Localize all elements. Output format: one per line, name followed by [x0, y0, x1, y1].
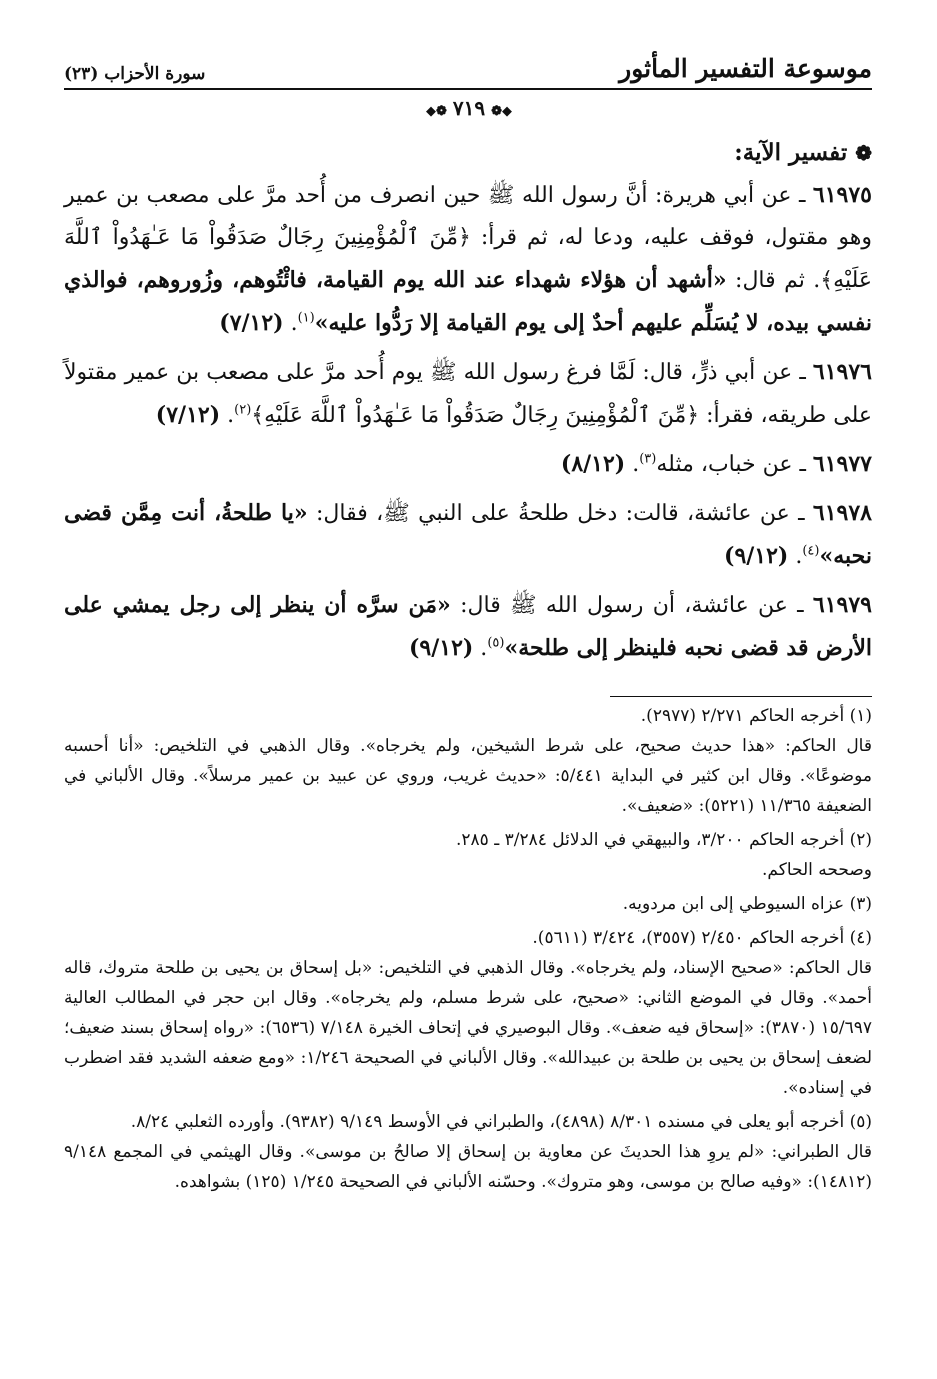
footnote-line: قال الطبراني: «لم يروِ هذا الحديثَ عن معاوية بن إسحاق إلا صالحُ بن موسى». وقال الهيثمي في المجمع ٩/١٤٨ (١٤٨١٢): «وفيه صالح بن موسى، وهو متروك». وحسّنه الألباني في الصحيحة ١/٢٤٥ (١٢٥) بشواهده.	[64, 1142, 872, 1192]
ornament-left-icon: ◆❁	[425, 104, 447, 119]
hadith-entry	[64, 492, 872, 578]
footnote-ref: (١)	[297, 310, 315, 326]
footnote-ref: (٤)	[802, 543, 820, 559]
star-ornament-icon: ❁	[855, 141, 872, 165]
entry-number: ٦١٩٧٦	[812, 359, 872, 385]
footnotes-list	[64, 701, 872, 1197]
footnote-line: (٣) عزاه السيوطي إلى ابن مردويه.	[622, 894, 872, 914]
entry-number: ٦١٩٧٨	[812, 500, 872, 526]
footnote-line: (١) أخرجه الحاكم ٢/٢٧١ (٢٩٧٧).	[640, 706, 872, 726]
footnote-line: وصححه الحاكم.	[762, 860, 872, 880]
page-number-box	[408, 96, 530, 120]
entry-text: .	[788, 544, 803, 569]
footnote-line: (٥) أخرجه أبو يعلى في مسنده ٨/٣٠١ (٤٨٩٨)، والطبراني في الأوسط ٩/١٤٩ (٩٣٨٢). وأورده الثعلبي ٨/٢٤.	[130, 1112, 872, 1132]
quoted-text: (٩/١٢)	[408, 635, 474, 661]
entry-number: ٦١٩٧٩	[812, 592, 872, 618]
entry-text: ـ عن عائشة، أن رسول الله ﷺ قال:	[450, 593, 813, 618]
page	[64, 40, 872, 1197]
quoted-text: «يا طلحةُ، أنت مِمَّن قضى نحبه»	[64, 500, 872, 569]
quoted-text: (٨/١٢)	[560, 451, 626, 477]
hadith-entry	[64, 584, 872, 670]
page-header	[64, 40, 872, 120]
footnote	[64, 889, 872, 919]
header-rule	[64, 88, 872, 90]
entry-text: .	[220, 403, 235, 428]
footnote	[64, 923, 872, 1103]
entry-text: .	[625, 452, 640, 477]
quoted-text: «مَن سرَّه أن ينظر إلى رجل يمشي على الأرض قد قضى نحبه فلينظر إلى طلحة»	[64, 592, 872, 661]
footnote	[64, 825, 872, 885]
surah-title: سورة الأحزاب (٢٣)	[64, 64, 206, 84]
page-number: ٧١٩	[452, 96, 486, 120]
quoted-text: (٧/١٢)	[155, 402, 221, 428]
ornament-right-icon: ❁◆	[491, 104, 512, 119]
entry-text: .	[473, 636, 488, 661]
footnote-line: قال الحاكم: «صحيح الإسناد، ولم يخرجاه». وقال الذهبي في التلخيص: «بل إسحاق بن يحيى بن طلحة متروك، قاله أحمد». وقال في الموضع الثاني: «صحيح، على شرط مسلم، ولم يخرجاه». وقال ابن حجر في المطالب العالية ١٥/٦٩٧ (٣٨٧٠): «إسحاق فيه ضعف». وقال البوصيري في إتحاف الخيرة ٧/١٤٨ (٦٥٣٦): «رواه إسحاق بسند ضعيف؛ لضعف إسحاق بن يحيى بن طلحة بن عبيدالله». وقال الألباني في الصحيحة ١/٢٤٦: «ومع ضعفه الشديد فقد اضطرب في إسناده».	[64, 958, 872, 1098]
hadith-entry	[64, 351, 872, 437]
quoted-text: (٧/١٢)	[219, 310, 284, 336]
entry-text: ـ عن عائشة، قالت: دخل طلحةُ على النبي ﷺ، فقال:	[307, 501, 813, 526]
footnote	[64, 701, 872, 821]
quoted-text: «أشهد أن هؤلاء شهداء عند الله يوم القيامة، فائْتُوهم، وزُوروهم، فوالذي نفسي بيده، لا يُسَلِّم عليهم أحدٌ إلى يوم القيامة إلا رَدُّوا عليه»	[64, 267, 872, 336]
quran-verse: ﴿مِّنَ ٱلْمُؤْمِنِينَ رِجَالٌ صَدَقُواْ مَا عَـٰهَدُواْ ٱللَّهَ عَلَيْهِ﴾	[251, 403, 700, 428]
entry-text: .	[283, 311, 298, 336]
entry-number: ٦١٩٧٧	[812, 451, 872, 477]
entry-text: ـ عن خباب، مثله	[656, 452, 813, 477]
footnote-ref: (٣)	[639, 451, 657, 467]
footnote-ref: (٢)	[234, 402, 252, 418]
section-heading	[64, 138, 872, 168]
footnote-separator	[610, 696, 872, 697]
entry-text: . ثم قال:	[726, 268, 821, 293]
footnote-line: (٤) أخرجه الحاكم ٢/٤٥٠ (٣٥٥٧)، ٣/٤٢٤ (٥٦١١).	[532, 928, 872, 948]
quran-verse: ﴿مِّنَ ٱلْمُؤْمِنِينَ رِجَالٌ صَدَقُواْ مَا عَـٰهَدُواْ ٱللَّهَ عَلَيْهِ﴾	[64, 225, 873, 293]
footnote-line: قال الحاكم: «هذا حديث صحيح، على شرط الشيخين، ولم يخرجاه». وقال الذهبي في التلخيص: «أنا أحسبه موضوعًا». وقال ابن كثير في البداية ٥/٤٤١: «حديث غريب، وروي عن عبيد بن عمير مرسلاً». وقال الألباني في الضعيفة ١١/٣٦٥ (٥٢٢١): «ضعيف».	[64, 736, 872, 816]
entry-number: ٦١٩٧٥	[812, 182, 872, 208]
entry-text: ـ عن أبي هريرة: أنَّ رسول الله ﷺ حين انصرف من أُحد مرَّ على مصعب بن عمير وهو مقتول، فوقف عليه، ودعا له، ثم قرأ:	[64, 183, 872, 250]
entry-text: ـ عن أبي ذرٍّ، قال: لَمَّا فرغ رسول الله ﷺ يوم أُحد مرَّ على مصعب بن عمير مقتولاً على طريقه، فقرأ:	[64, 360, 872, 428]
hadith-entry	[64, 174, 872, 345]
footnote	[64, 1107, 872, 1197]
footnote-ref: (٥)	[487, 635, 505, 651]
footnote-line: (٢) أخرجه الحاكم ٣/٢٠٠، والبيهقي في الدلائل ٣/٢٨٤ ـ ٢٨٥.	[456, 830, 872, 850]
book-title: موسوعة التفسير المأثور	[619, 54, 872, 83]
quoted-text: (٩/١٢)	[724, 543, 789, 569]
hadith-entry	[64, 443, 872, 486]
entries-list	[64, 174, 872, 670]
section-title: تفسير الآية:	[734, 139, 848, 166]
